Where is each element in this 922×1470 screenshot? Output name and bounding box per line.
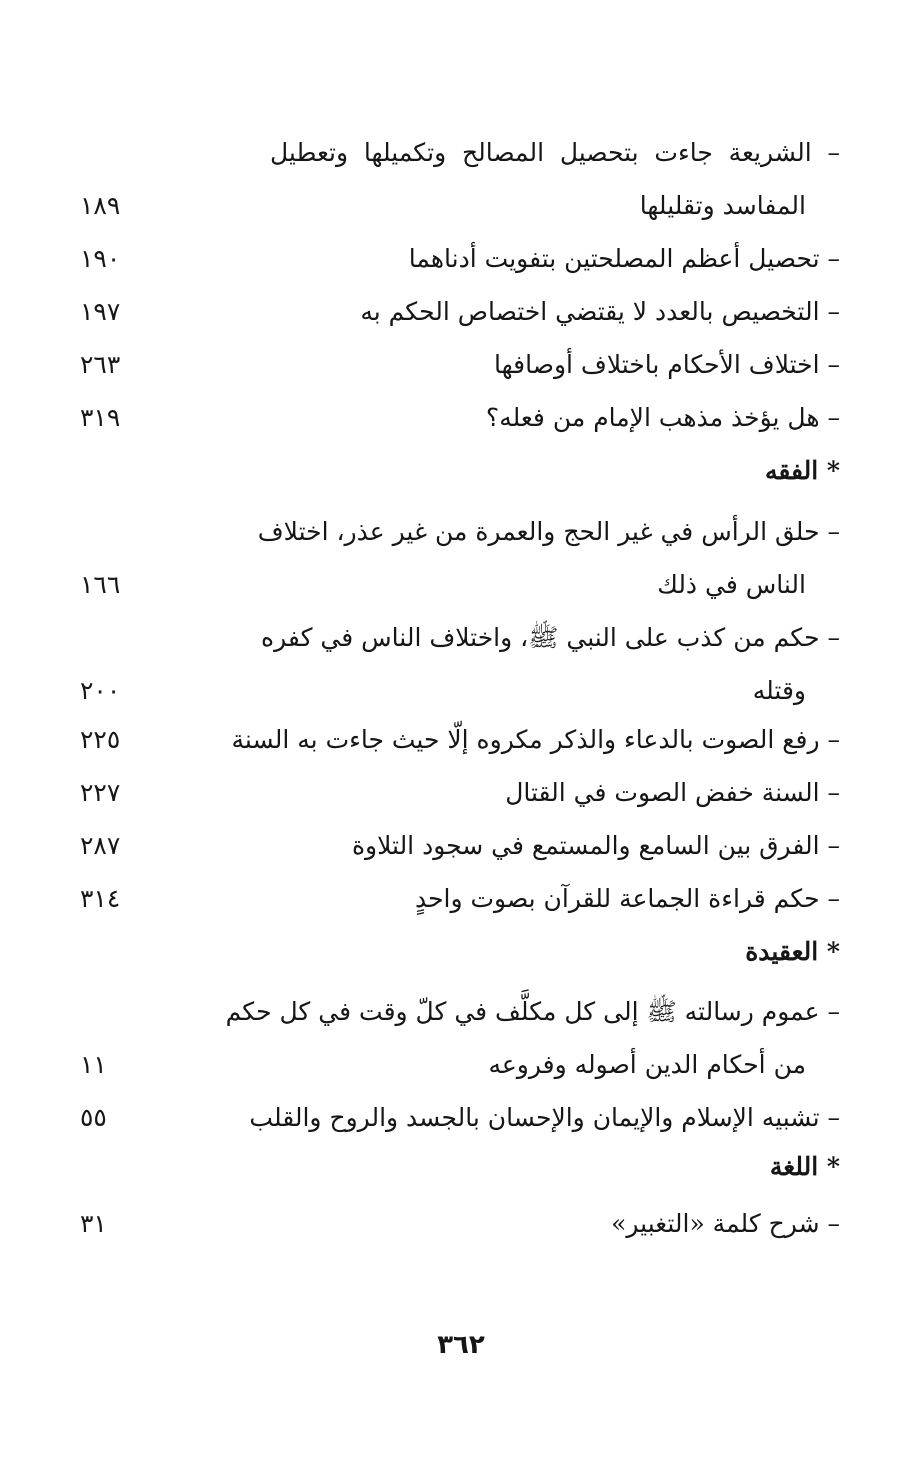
index-entry-line (60, 771, 840, 815)
section-heading-text: * اللغة (769, 1152, 840, 1181)
index-entry-line (60, 237, 840, 281)
index-entry-line (60, 343, 840, 387)
section-heading-text: * الفقه (764, 456, 840, 485)
index-entry-line (60, 669, 840, 713)
index-entry-line (60, 563, 840, 607)
entry-text: – رفع الصوت بالدعاء والذكر مكروه إلّا حيث جاءت به السنة (231, 725, 840, 754)
index-entry-line (60, 396, 840, 440)
section-heading-lugha (60, 1145, 840, 1189)
entry-text-continued: الناس في ذلك (657, 570, 806, 599)
entry-text: – الفرق بين السامع والمستمع في سجود التلاوة (351, 831, 840, 860)
entry-text: – التخصيص بالعدد لا يقتضي اختصاص الحكم به (360, 297, 840, 326)
page-number: ١٩٠ (80, 244, 121, 273)
entry-text-continued: المفاسد وتقليلها (639, 191, 806, 220)
page-number: ٣١٤ (80, 884, 121, 913)
page-number: ٢٠٠ (80, 676, 121, 705)
entry-text: – شرح كلمة «التغبير» (611, 1209, 840, 1238)
page-number: ٢٨٧ (80, 831, 121, 860)
entry-text: – تشبيه الإسلام والإيمان والإحسان بالجسد والروح والقلب (249, 1103, 840, 1132)
entry-text: – السنة خفض الصوت في القتال (505, 778, 840, 807)
page-number: ١١ (80, 1050, 107, 1079)
entry-text: – هل يؤخذ مذهب الإمام من فعله؟ (485, 403, 840, 432)
index-entry-line (60, 718, 840, 762)
section-heading-aqida (60, 930, 840, 974)
entry-text: – حكم من كذب على النبي ﷺ، واختلاف الناس في كفره (261, 623, 840, 652)
entry-text-continued: من أحكام الدين أصوله وفروعه (488, 1050, 806, 1079)
index-entry-line (60, 1202, 840, 1246)
index-entry-line (60, 510, 840, 554)
entry-text: – حكم قراءة الجماعة للقرآن بصوت واحدٍ (414, 884, 840, 913)
entry-text: – حلق الرأس في غير الحج والعمرة من غير عذر، اختلاف (257, 517, 840, 546)
page-number: ٥٥ (80, 1103, 107, 1132)
index-entry-line (60, 824, 840, 868)
entry-text: – تحصيل أعظم المصلحتين بتفويت أدناهما (408, 244, 840, 273)
index-entry-line (60, 616, 840, 660)
entry-text: – الشريعة جاءت بتحصيل المصالح وتكميلها وتعطيل (270, 138, 840, 167)
index-entry-line (60, 877, 840, 921)
page-number: ٣١٩ (80, 403, 121, 432)
section-heading-text: * العقيدة (745, 937, 840, 966)
page-number: ٢٢٥ (80, 725, 121, 754)
page-number: ٢٢٧ (80, 778, 121, 807)
section-heading-fiqh (60, 449, 840, 493)
folio-page-number: ٣٦٢ (437, 1330, 485, 1360)
index-entry-line (60, 990, 840, 1034)
entry-text: – عموم رسالته ﷺ إلى كل مكلَّف في كلّ وقت في كل حكم (225, 997, 840, 1026)
page-number: ١٦٦ (80, 570, 121, 599)
page-number: ١٨٩ (80, 191, 121, 220)
index-entry-line (60, 290, 840, 334)
index-entry-line (60, 1043, 840, 1087)
index-entry-line (60, 184, 840, 228)
page-number: ٣١ (80, 1209, 107, 1238)
entry-text-continued: وقتله (752, 676, 806, 705)
page-number: ١٩٧ (80, 297, 121, 326)
entry-text: – اختلاف الأحكام باختلاف أوصافها (494, 350, 840, 379)
index-entry-line (60, 131, 840, 175)
page-number: ٢٦٣ (80, 350, 121, 379)
index-entry-line (60, 1096, 840, 1140)
